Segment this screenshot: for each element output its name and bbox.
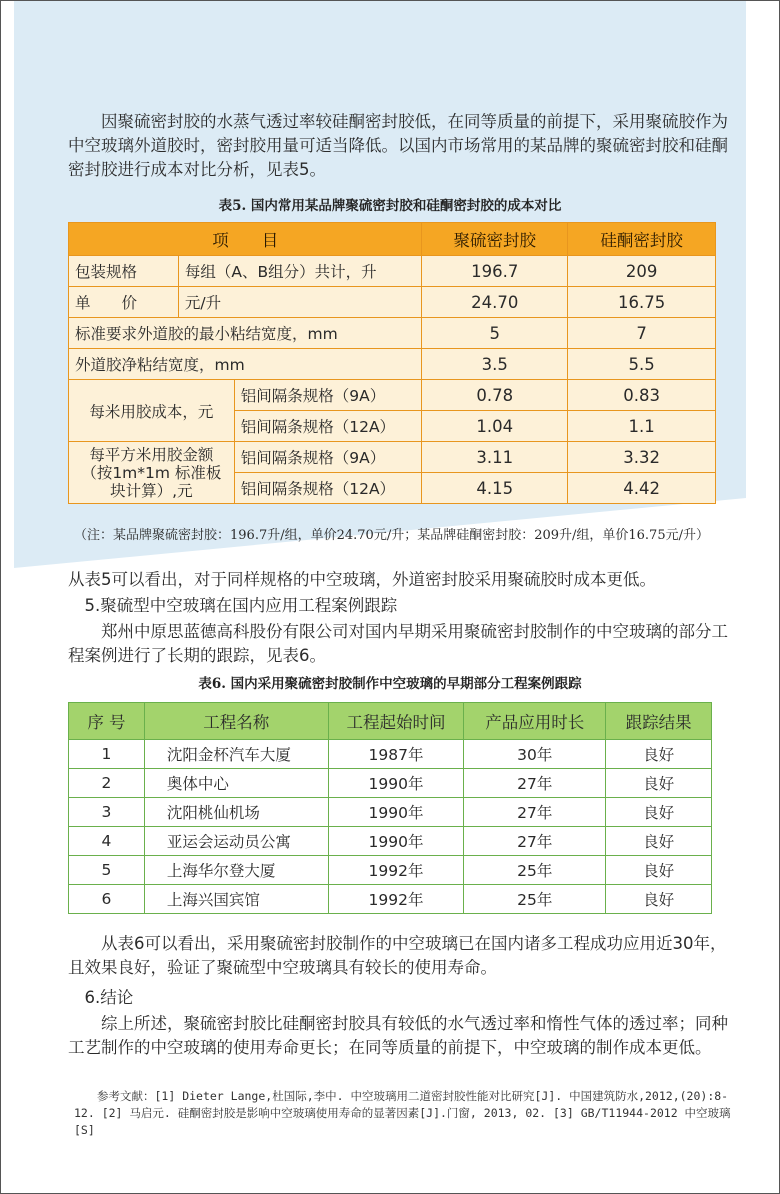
cell-result: 良好 xyxy=(606,740,712,769)
header-item: 项 目 xyxy=(69,223,422,256)
cell-duration: 27年 xyxy=(464,827,606,856)
value-silicone: 16.75 xyxy=(568,287,716,318)
cell-no: 3 xyxy=(69,798,145,827)
case-tracking-table xyxy=(68,702,712,914)
paragraph-summary: 综上所述，聚硫密封胶比硅酮密封胶具有较低的水气透过率和惰性气体的透过率；同种工艺制作的中空玻璃的使用寿命更长；在同等质量的前提下，中空玻璃的制作成本更低。 xyxy=(68,1014,728,1057)
cell-project-name: 奥体中心 xyxy=(144,769,328,798)
value-polysulfide: 3.11 xyxy=(422,442,568,473)
row-sub-label: 铝间隔条规格（12A） xyxy=(234,411,422,442)
row-sub-label: 铝间隔条规格（12A） xyxy=(234,473,422,504)
row-label: 包装规格 xyxy=(69,256,179,287)
table-row xyxy=(69,256,716,287)
cell-result: 良好 xyxy=(606,827,712,856)
header-silicone: 硅酮密封胶 xyxy=(568,223,716,256)
cell-duration: 27年 xyxy=(464,769,606,798)
value-polysulfide: 4.15 xyxy=(422,473,568,504)
header-project-name: 工程名称 xyxy=(144,703,328,740)
section-heading-5: 5.聚硫型中空玻璃在国内应用工程案例跟踪 xyxy=(68,596,398,615)
paragraph-table6-conclusion: 从表6可以看出，采用聚硫密封胶制作的中空玻璃已在国内诸多工程成功应用近30年，且效果良好，验证了聚硫型中空玻璃具有较长的使用寿命。 xyxy=(68,934,727,977)
table-row xyxy=(69,287,716,318)
group-label-per-meter: 每米用胶成本，元 xyxy=(69,380,235,442)
value-polysulfide: 5 xyxy=(422,318,568,349)
value-silicone: 1.1 xyxy=(568,411,716,442)
row-label: 标准要求外道胶的最小粘结宽度，mm xyxy=(69,318,422,349)
value-silicone: 7 xyxy=(568,318,716,349)
table-row xyxy=(69,769,712,798)
value-silicone: 5.5 xyxy=(568,349,716,380)
table-row xyxy=(69,318,716,349)
table-row xyxy=(69,442,716,473)
group-label-per-sqm: 每平方米用胶金额（按1m*1m 标准板块计算）,元 xyxy=(69,442,235,504)
references: 参考文献：[1] Dieter Lange,杜国际,李中. 中空玻璃用二道密封胶性能对比研究[J]. 中国建筑防水,2012,(20):8-12. [2] 马启元. 硅酮密封胶是影响中空玻璃使用寿命的显著因素[J].门窗, 2013, 02. [3] GB/T11944-2012 中空玻璃 [S] xyxy=(74,1089,731,1137)
cell-result: 良好 xyxy=(606,885,712,914)
table6-caption: 表6. 国内采用聚硫密封胶制作中空玻璃的早期部分工程案例跟踪 xyxy=(198,676,582,692)
cell-duration: 25年 xyxy=(464,885,606,914)
value-silicone: 4.42 xyxy=(568,473,716,504)
cell-start-time: 1987年 xyxy=(328,740,464,769)
table-row xyxy=(69,885,712,914)
cell-start-time: 1990年 xyxy=(328,769,464,798)
header-polysulfide: 聚硫密封胶 xyxy=(422,223,568,256)
paragraph-table5-conclusion: 从表5可以看出，对于同样规格的中空玻璃，外道密封胶采用聚硫胶时成本更低。 xyxy=(68,570,656,589)
cell-start-time: 1990年 xyxy=(328,798,464,827)
cell-no: 4 xyxy=(69,827,145,856)
cell-no: 2 xyxy=(69,769,145,798)
row-label: 外道胶净粘结宽度，mm xyxy=(69,349,422,380)
cell-project-name: 沈阳桃仙机场 xyxy=(144,798,328,827)
row-sub-label: 铝间隔条规格（9A） xyxy=(234,380,422,411)
value-polysulfide: 1.04 xyxy=(422,411,568,442)
header-start-time: 工程起始时间 xyxy=(328,703,464,740)
cost-comparison-table xyxy=(68,222,716,504)
cell-result: 良好 xyxy=(606,769,712,798)
cell-no: 6 xyxy=(69,885,145,914)
table-header-row xyxy=(69,703,712,740)
table-row xyxy=(69,380,716,411)
row-sub-label: 每组（A、B组分）共计，升 xyxy=(178,256,422,287)
cell-start-time: 1990年 xyxy=(328,827,464,856)
table-row xyxy=(69,856,712,885)
table5-caption: 表5. 国内常用某品牌聚硫密封胶和硅酮密封胶的成本对比 xyxy=(218,198,562,214)
value-polysulfide: 196.7 xyxy=(422,256,568,287)
row-label: 单 价 xyxy=(69,287,179,318)
section-heading-6: 6.结论 xyxy=(68,988,134,1007)
row-sub-label: 铝间隔条规格（9A） xyxy=(234,442,422,473)
table-row xyxy=(69,349,716,380)
table-row xyxy=(69,827,712,856)
paragraph-case-tracking: 郑州中原思蓝德高科股份有限公司对国内早期采用聚硫密封胶制作的中空玻璃的部分工程案例进行了长期的跟踪，见表6。 xyxy=(68,622,728,665)
cell-project-name: 沈阳金杯汽车大厦 xyxy=(144,740,328,769)
cell-no: 1 xyxy=(69,740,145,769)
cell-project-name: 上海华尔登大厦 xyxy=(144,856,328,885)
header-no: 序 号 xyxy=(69,703,145,740)
value-silicone: 3.32 xyxy=(568,442,716,473)
value-silicone: 0.83 xyxy=(568,380,716,411)
cell-duration: 30年 xyxy=(464,740,606,769)
table5-note: （注：某品牌聚硫密封胶：196.7升/组，单价24.70元/升；某品牌硅酮密封胶：209升/组，单价16.75元/升） xyxy=(74,528,709,543)
table-row xyxy=(69,798,712,827)
cell-start-time: 1992年 xyxy=(328,885,464,914)
intro-paragraph: 因聚硫密封胶的水蒸气透过率较硅酮密封胶低，在同等质量的前提下，采用聚硫胶作为中空玻璃外道胶时，密封胶用量可适当降低。以国内市场常用的某品牌的聚硫密封胶和硅酮密封胶进行成本对比分析，见表5。 xyxy=(68,112,728,179)
header-result: 跟踪结果 xyxy=(606,703,712,740)
table-header-row xyxy=(69,223,716,256)
value-polysulfide: 3.5 xyxy=(422,349,568,380)
cell-start-time: 1992年 xyxy=(328,856,464,885)
cell-no: 5 xyxy=(69,856,145,885)
header-duration: 产品应用时长 xyxy=(464,703,606,740)
cell-project-name: 亚运会运动员公寓 xyxy=(144,827,328,856)
value-polysulfide: 24.70 xyxy=(422,287,568,318)
value-silicone: 209 xyxy=(568,256,716,287)
cell-duration: 27年 xyxy=(464,798,606,827)
cell-project-name: 上海兴国宾馆 xyxy=(144,885,328,914)
cell-result: 良好 xyxy=(606,856,712,885)
cell-result: 良好 xyxy=(606,798,712,827)
value-polysulfide: 0.78 xyxy=(422,380,568,411)
row-sub-label: 元/升 xyxy=(178,287,422,318)
table-row xyxy=(69,740,712,769)
cell-duration: 25年 xyxy=(464,856,606,885)
